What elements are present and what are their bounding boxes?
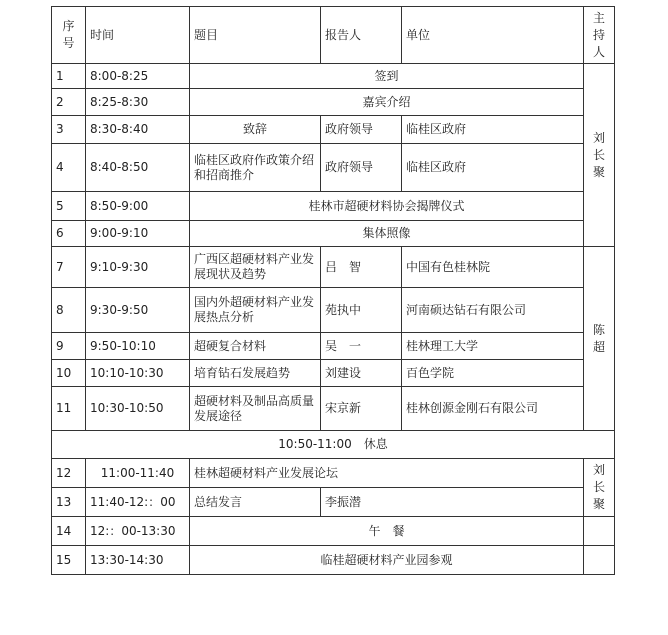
row-time: 9:00-9:10 — [86, 221, 190, 247]
row-number: 1 — [52, 64, 86, 89]
row-time: 10:30-10:50 — [86, 387, 190, 431]
table-row — [52, 546, 615, 575]
row-time: 8:30-8:40 — [86, 116, 190, 144]
row-time: 12:：00-13:30 — [86, 517, 190, 546]
host-forum: 刘长聚 — [584, 459, 615, 517]
host-empty — [584, 517, 615, 546]
row-topic: 培育钻石发展趋势 — [190, 360, 321, 387]
break-label: 10:50-11:00 休息 — [52, 431, 615, 459]
row-speaker: 刘建设 — [321, 360, 402, 387]
row-time: 10:10-10:30 — [86, 360, 190, 387]
table-row — [52, 459, 615, 488]
row-number: 4 — [52, 144, 86, 192]
row-merged-activity: 集体照像 — [190, 221, 584, 247]
schedule-table — [51, 6, 615, 575]
row-number: 9 — [52, 333, 86, 360]
row-topic: 国内外超硬材料产业发展热点分析 — [190, 288, 321, 333]
row-speaker: 政府领导 — [321, 116, 402, 144]
row-merged-activity: 桂林市超硬材料协会揭牌仪式 — [190, 192, 584, 221]
header-row — [52, 7, 615, 64]
row-topic: 总结发言 — [190, 488, 321, 517]
row-unit: 中国有色桂林院 — [402, 247, 584, 288]
row-time: 8:25-8:30 — [86, 89, 190, 116]
table-row — [52, 64, 615, 89]
row-topic: 超硬材料及制品高质量发展途径 — [190, 387, 321, 431]
row-topic: 桂林超硬材料产业发展论坛 — [190, 459, 584, 488]
row-speaker: 吕 智 — [321, 247, 402, 288]
header-seq: 序号 — [52, 7, 86, 64]
row-number: 8 — [52, 288, 86, 333]
header-host: 主持人 — [584, 7, 615, 64]
host-session2: 陈超 — [584, 247, 615, 431]
row-merged-activity: 嘉宾介绍 — [190, 89, 584, 116]
row-time: 11:40-12:：00 — [86, 488, 190, 517]
row-merged-activity: 午 餐 — [190, 517, 584, 546]
row-number: 10 — [52, 360, 86, 387]
row-topic: 超硬复合材料 — [190, 333, 321, 360]
table-row — [52, 89, 615, 116]
row-number: 12 — [52, 459, 86, 488]
row-merged-activity: 临桂超硬材料产业园参观 — [190, 546, 584, 575]
row-unit: 临桂区政府 — [402, 144, 584, 192]
row-time: 13:30-14:30 — [86, 546, 190, 575]
host-empty — [584, 546, 615, 575]
table-row — [52, 288, 615, 333]
row-speaker: 政府领导 — [321, 144, 402, 192]
host-morning: 刘长聚 — [584, 64, 615, 247]
row-time: 9:50-10:10 — [86, 333, 190, 360]
table-row — [52, 333, 615, 360]
row-speaker: 宋京新 — [321, 387, 402, 431]
row-number: 7 — [52, 247, 86, 288]
row-unit: 百色学院 — [402, 360, 584, 387]
table-row — [52, 387, 615, 431]
table-row — [52, 221, 615, 247]
break-row — [52, 431, 615, 459]
row-time: 8:50-9:00 — [86, 192, 190, 221]
row-number: 5 — [52, 192, 86, 221]
row-time: 8:40-8:50 — [86, 144, 190, 192]
row-number: 15 — [52, 546, 86, 575]
header-time: 时间 — [86, 7, 190, 64]
table-row — [52, 192, 615, 221]
row-number: 3 — [52, 116, 86, 144]
row-topic: 广西区超硬材料产业发展现状及趋势 — [190, 247, 321, 288]
table-row — [52, 360, 615, 387]
row-topic: 致辞 — [190, 116, 321, 144]
row-unit: 河南硕达钻石有限公司 — [402, 288, 584, 333]
row-merged-activity: 签到 — [190, 64, 584, 89]
row-time: 11:00-11:40 — [86, 459, 190, 488]
row-speaker: 苑执中 — [321, 288, 402, 333]
row-number: 6 — [52, 221, 86, 247]
row-number: 14 — [52, 517, 86, 546]
table-row — [52, 247, 615, 288]
row-time: 9:30-9:50 — [86, 288, 190, 333]
row-topic: 临桂区政府作政策介绍和招商推介 — [190, 144, 321, 192]
table-row — [52, 144, 615, 192]
row-unit: 桂林创源金刚石有限公司 — [402, 387, 584, 431]
row-number: 11 — [52, 387, 86, 431]
header-topic: 题目 — [190, 7, 321, 64]
header-speaker: 报告人 — [321, 7, 402, 64]
table-row — [52, 488, 615, 517]
table-row — [52, 517, 615, 546]
row-number: 13 — [52, 488, 86, 517]
row-number: 2 — [52, 89, 86, 116]
row-unit: 临桂区政府 — [402, 116, 584, 144]
row-unit: 桂林理工大学 — [402, 333, 584, 360]
row-time: 8:00-8:25 — [86, 64, 190, 89]
row-time: 9:10-9:30 — [86, 247, 190, 288]
header-unit: 单位 — [402, 7, 584, 64]
table-row — [52, 116, 615, 144]
row-speaker: 李振潜 — [321, 488, 584, 517]
row-speaker: 吴 一 — [321, 333, 402, 360]
